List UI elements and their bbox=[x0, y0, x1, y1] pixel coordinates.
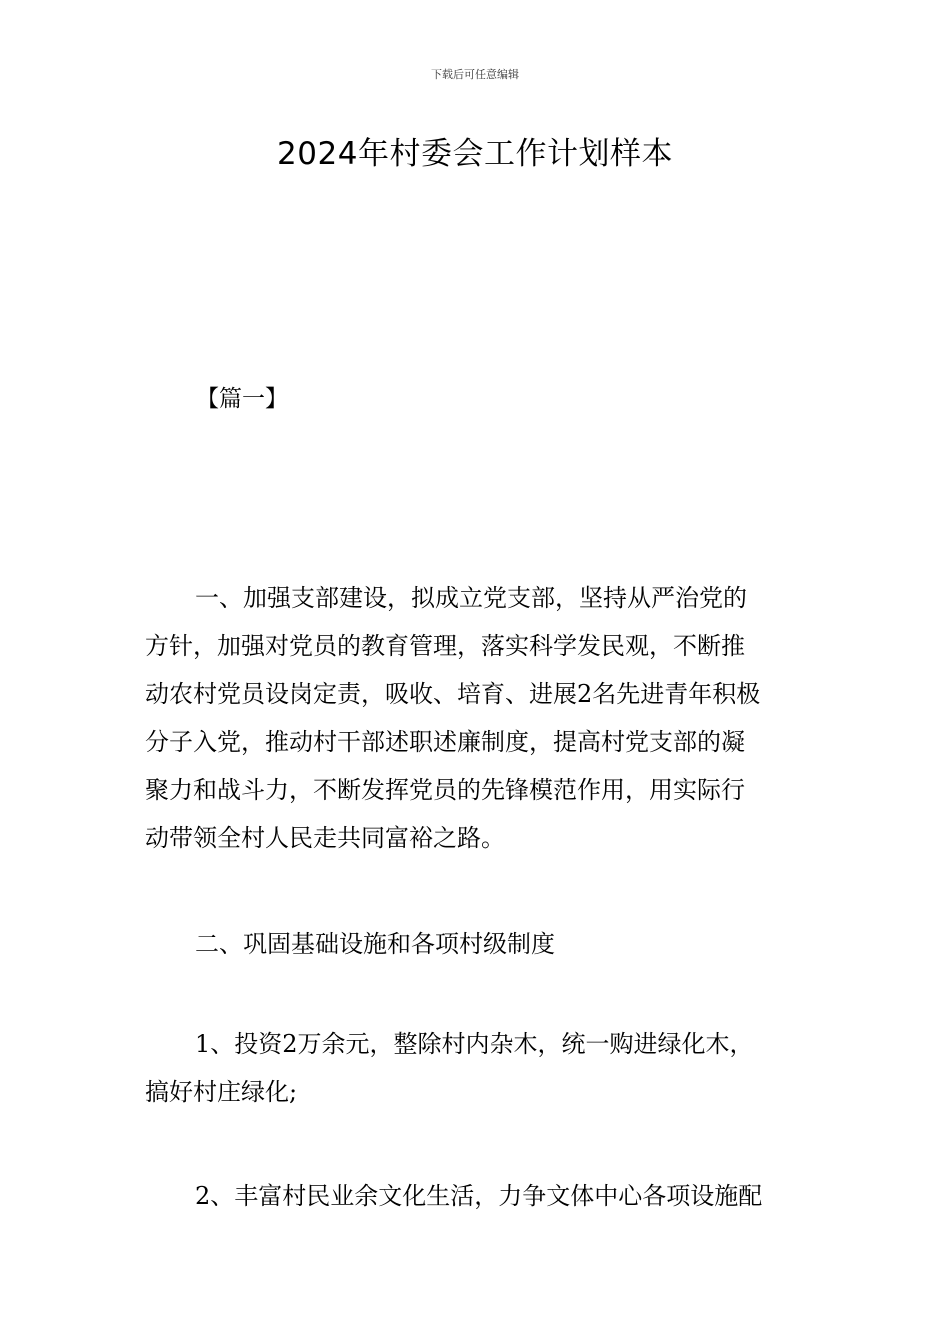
header-note: 下载后可任意编辑 bbox=[431, 68, 519, 81]
paragraph-line: 1、投资2万余元，整除村内杂木，统一购进绿化木， bbox=[195, 1030, 754, 1058]
paragraph-line: 动农村党员设岗定责，吸收、培育、进展2名先进青年积极 bbox=[145, 680, 761, 708]
paragraph-line: 二、巩固基础设施和各项村级制度 bbox=[195, 930, 555, 958]
paragraph-line: 搞好村庄绿化; bbox=[145, 1078, 298, 1106]
paragraph-line: 动带领全村人民走共同富裕之路。 bbox=[145, 824, 505, 852]
paragraph-line: 分子入党，推动村干部述职述廉制度，提高村党支部的凝 bbox=[145, 728, 745, 756]
section-label: 【篇一】 bbox=[196, 386, 288, 412]
document-title: 2024年村委会工作计划样本 bbox=[277, 136, 673, 172]
paragraph-2 bbox=[145, 920, 810, 968]
paragraph-line: 方针，加强对党员的教育管理，落实科学发民观，不断推 bbox=[145, 632, 745, 660]
paragraph-1 bbox=[145, 574, 810, 862]
paragraph-3 bbox=[145, 1020, 810, 1116]
paragraph-line: 2、丰富村民业余文化生活，力争文体中心各项设施配 bbox=[195, 1182, 763, 1210]
paragraph-4 bbox=[145, 1172, 810, 1220]
paragraph-line: 聚力和战斗力，不断发挥党员的先锋模范作用，用实际行 bbox=[145, 776, 745, 804]
paragraph-line: 一、加强支部建设，拟成立党支部，坚持从严治党的 bbox=[195, 584, 747, 612]
